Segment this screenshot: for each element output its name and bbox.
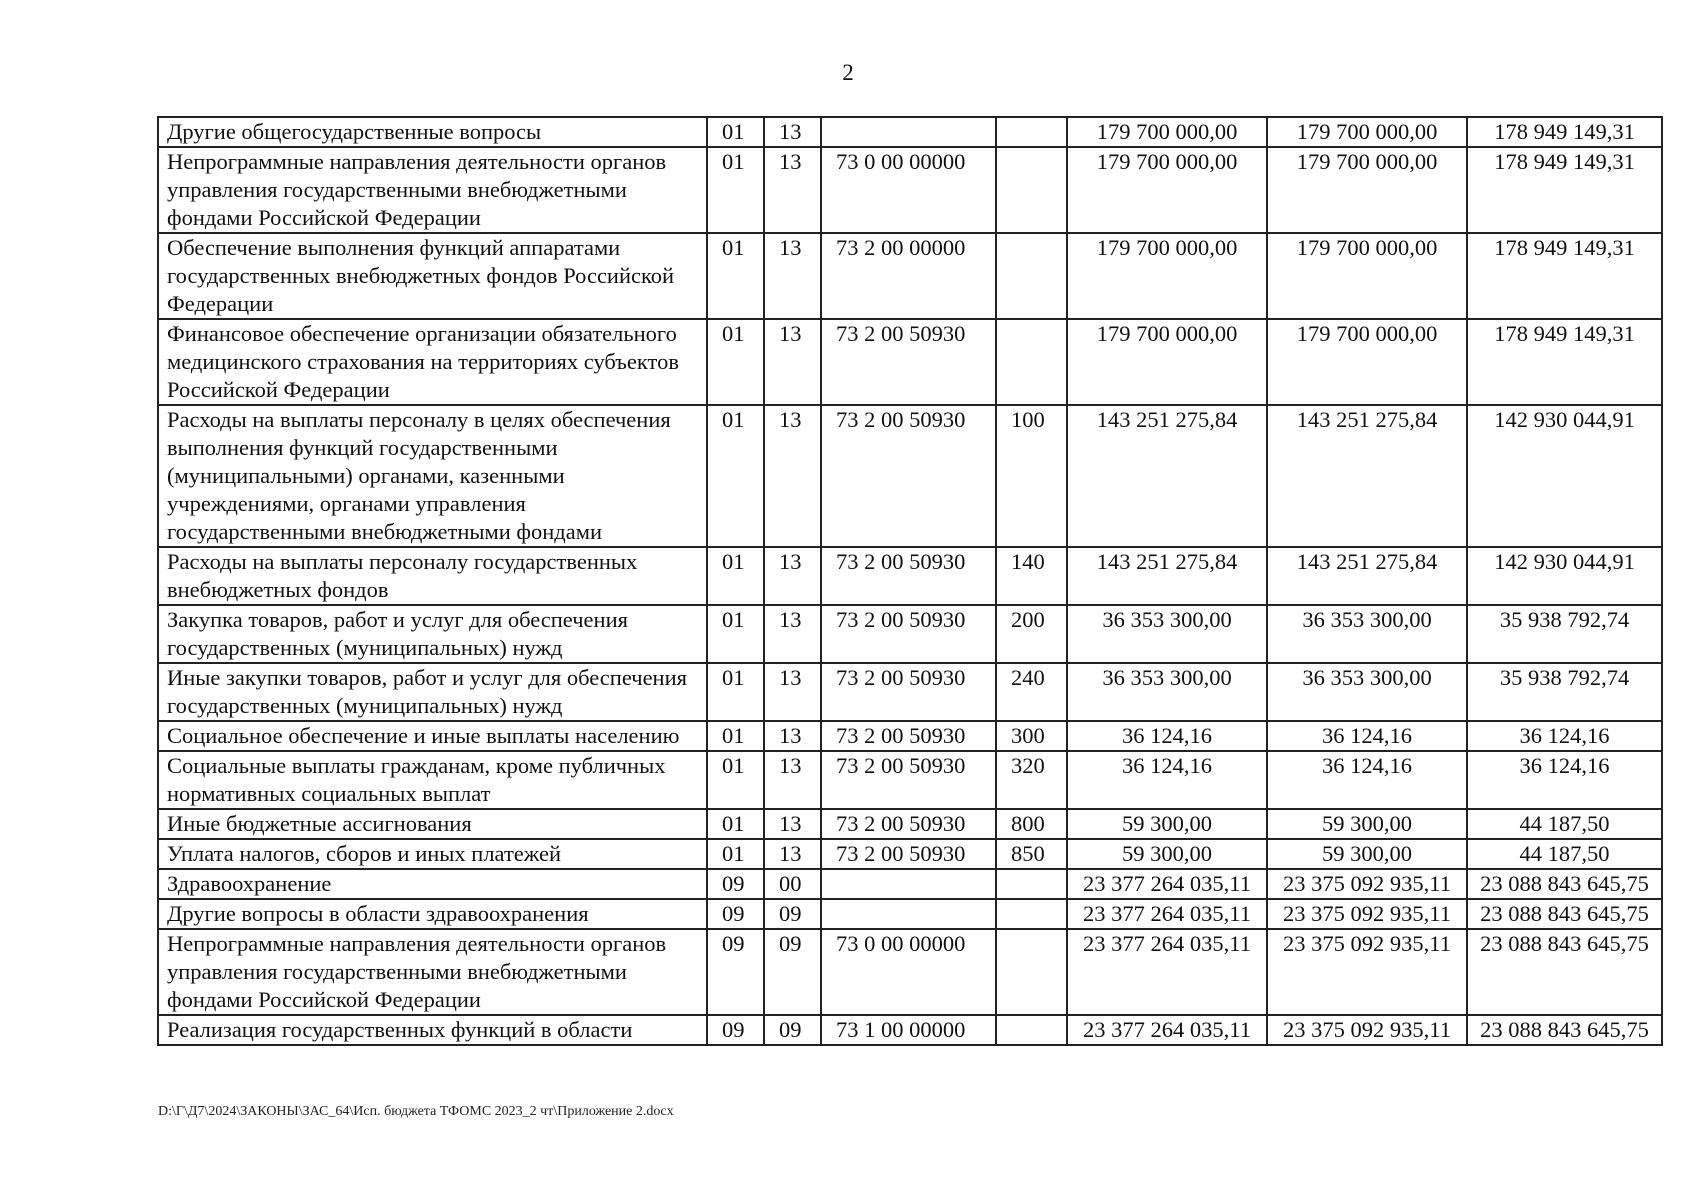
cell-section: 01 [707, 319, 764, 405]
cell-amount-executed: 178 949 149,31 [1467, 233, 1662, 319]
cell-target-item: 73 2 00 50930 [821, 751, 996, 809]
cell-amount-refined: 23 375 092 935,11 [1267, 869, 1467, 899]
cell-target-item: 73 2 00 50930 [821, 663, 996, 721]
page-number: 2 [842, 60, 854, 85]
cell-name: Расходы на выплаты персоналу государственных внебюджетных фондов [158, 547, 707, 605]
cell-amount-approved: 36 124,16 [1067, 721, 1267, 751]
cell-expense-type: 100 [996, 405, 1067, 547]
cell-amount-refined: 179 700 000,00 [1267, 117, 1467, 147]
cell-name: Другие вопросы в области здравоохранения [158, 899, 707, 929]
table-row [158, 869, 1662, 899]
cell-subsection: 13 [764, 751, 821, 809]
cell-target-item: 73 2 00 50930 [821, 721, 996, 751]
cell-section: 09 [707, 899, 764, 929]
cell-amount-approved: 36 353 300,00 [1067, 605, 1267, 663]
cell-section: 01 [707, 809, 764, 839]
cell-section: 01 [707, 721, 764, 751]
cell-amount-executed: 178 949 149,31 [1467, 147, 1662, 233]
cell-expense-type [996, 869, 1067, 899]
cell-expense-type [996, 117, 1067, 147]
cell-amount-approved: 179 700 000,00 [1067, 117, 1267, 147]
table-row [158, 605, 1662, 663]
cell-target-item [821, 869, 996, 899]
cell-subsection: 13 [764, 233, 821, 319]
budget-table [157, 116, 1663, 1046]
cell-name: Уплата налогов, сборов и иных платежей [158, 839, 707, 869]
cell-name: Социальные выплаты гражданам, кроме публичных нормативных социальных выплат [158, 751, 707, 809]
cell-target-item: 73 2 00 50930 [821, 319, 996, 405]
cell-target-item: 73 2 00 50930 [821, 809, 996, 839]
cell-section: 09 [707, 929, 764, 1015]
cell-section: 01 [707, 663, 764, 721]
cell-name: Непрограммные направления деятельности органов управления государственными внебюджетными фондами Российской Федерации [158, 929, 707, 1015]
cell-subsection: 09 [764, 1015, 821, 1045]
cell-amount-executed: 44 187,50 [1467, 839, 1662, 869]
cell-expense-type [996, 319, 1067, 405]
cell-amount-approved: 179 700 000,00 [1067, 319, 1267, 405]
cell-amount-executed: 23 088 843 645,75 [1467, 1015, 1662, 1045]
table-row [158, 809, 1662, 839]
table-row [158, 147, 1662, 233]
cell-expense-type: 140 [996, 547, 1067, 605]
cell-name: Здравоохранение [158, 869, 707, 899]
table-row [158, 751, 1662, 809]
cell-expense-type [996, 899, 1067, 929]
cell-amount-refined: 23 375 092 935,11 [1267, 1015, 1467, 1045]
cell-expense-type: 800 [996, 809, 1067, 839]
cell-amount-refined: 23 375 092 935,11 [1267, 899, 1467, 929]
table-row [158, 1015, 1662, 1045]
cell-expense-type [996, 233, 1067, 319]
cell-subsection: 09 [764, 929, 821, 1015]
cell-target-item: 73 1 00 00000 [821, 1015, 996, 1045]
cell-target-item [821, 117, 996, 147]
cell-amount-approved: 23 377 264 035,11 [1067, 1015, 1267, 1045]
cell-amount-approved: 59 300,00 [1067, 839, 1267, 869]
table-row [158, 899, 1662, 929]
cell-expense-type: 850 [996, 839, 1067, 869]
cell-section: 01 [707, 233, 764, 319]
cell-amount-approved: 36 353 300,00 [1067, 663, 1267, 721]
cell-section: 01 [707, 117, 764, 147]
cell-expense-type: 320 [996, 751, 1067, 809]
cell-amount-executed: 178 949 149,31 [1467, 117, 1662, 147]
cell-target-item: 73 2 00 50930 [821, 605, 996, 663]
table-row [158, 721, 1662, 751]
cell-target-item: 73 2 00 00000 [821, 233, 996, 319]
cell-subsection: 13 [764, 117, 821, 147]
cell-name: Иные бюджетные ассигнования [158, 809, 707, 839]
table-row [158, 663, 1662, 721]
cell-amount-refined: 36 124,16 [1267, 751, 1467, 809]
cell-amount-executed: 35 938 792,74 [1467, 605, 1662, 663]
cell-amount-executed: 23 088 843 645,75 [1467, 929, 1662, 1015]
cell-amount-executed: 178 949 149,31 [1467, 319, 1662, 405]
cell-amount-refined: 59 300,00 [1267, 839, 1467, 869]
table-row [158, 117, 1662, 147]
cell-amount-executed: 23 088 843 645,75 [1467, 899, 1662, 929]
table-row [158, 233, 1662, 319]
table-row [158, 405, 1662, 547]
cell-name: Иные закупки товаров, работ и услуг для обеспечения государственных (муниципальных) нужд [158, 663, 707, 721]
cell-amount-refined: 59 300,00 [1267, 809, 1467, 839]
cell-subsection: 13 [764, 721, 821, 751]
cell-name: Расходы на выплаты персоналу в целях обеспечения выполнения функций государственными (муниципальными) органами, казенными учреждениями, органами управления государственными внебюджетными фондами [158, 405, 707, 547]
cell-subsection: 13 [764, 809, 821, 839]
cell-amount-refined: 23 375 092 935,11 [1267, 929, 1467, 1015]
cell-subsection: 13 [764, 839, 821, 869]
cell-amount-refined: 179 700 000,00 [1267, 233, 1467, 319]
table-row [158, 929, 1662, 1015]
cell-amount-approved: 23 377 264 035,11 [1067, 929, 1267, 1015]
cell-expense-type [996, 147, 1067, 233]
cell-target-item: 73 0 00 00000 [821, 147, 996, 233]
cell-amount-executed: 23 088 843 645,75 [1467, 869, 1662, 899]
cell-target-item [821, 899, 996, 929]
cell-amount-executed: 35 938 792,74 [1467, 663, 1662, 721]
cell-amount-refined: 143 251 275,84 [1267, 547, 1467, 605]
table-row [158, 547, 1662, 605]
cell-section: 01 [707, 605, 764, 663]
cell-name: Финансовое обеспечение организации обязательного медицинского страхования на территориях субъектов Российской Федерации [158, 319, 707, 405]
cell-expense-type: 200 [996, 605, 1067, 663]
cell-amount-executed: 142 930 044,91 [1467, 547, 1662, 605]
cell-section: 01 [707, 547, 764, 605]
cell-subsection: 13 [764, 605, 821, 663]
cell-amount-approved: 179 700 000,00 [1067, 147, 1267, 233]
cell-amount-executed: 44 187,50 [1467, 809, 1662, 839]
cell-subsection: 13 [764, 547, 821, 605]
cell-section: 01 [707, 839, 764, 869]
cell-section: 01 [707, 147, 764, 233]
cell-section: 09 [707, 869, 764, 899]
cell-amount-approved: 36 124,16 [1067, 751, 1267, 809]
cell-expense-type [996, 929, 1067, 1015]
cell-amount-approved: 59 300,00 [1067, 809, 1267, 839]
cell-amount-refined: 179 700 000,00 [1267, 147, 1467, 233]
table-row [158, 839, 1662, 869]
cell-amount-approved: 143 251 275,84 [1067, 405, 1267, 547]
cell-subsection: 13 [764, 319, 821, 405]
cell-target-item: 73 2 00 50930 [821, 547, 996, 605]
cell-amount-approved: 23 377 264 035,11 [1067, 899, 1267, 929]
cell-amount-approved: 23 377 264 035,11 [1067, 869, 1267, 899]
cell-amount-refined: 36 124,16 [1267, 721, 1467, 751]
cell-subsection: 00 [764, 869, 821, 899]
cell-section: 01 [707, 405, 764, 547]
cell-name: Обеспечение выполнения функций аппаратами государственных внебюджетных фондов Российской Федерации [158, 233, 707, 319]
cell-name: Реализация государственных функций в области [158, 1015, 707, 1045]
cell-name: Непрограммные направления деятельности органов управления государственными внебюджетными фондами Российской Федерации [158, 147, 707, 233]
footer-file-path: D:\Г\Д7\2024\ЗАКОНЫ\ЗАС_64\Исп. бюджета ТФОМС 2023_2 чт\Приложение 2.docx [158, 1104, 674, 1119]
cell-amount-approved: 179 700 000,00 [1067, 233, 1267, 319]
cell-amount-refined: 36 353 300,00 [1267, 605, 1467, 663]
cell-name: Другие общегосударственные вопросы [158, 117, 707, 147]
cell-amount-approved: 143 251 275,84 [1067, 547, 1267, 605]
cell-subsection: 13 [764, 663, 821, 721]
cell-target-item: 73 2 00 50930 [821, 405, 996, 547]
cell-target-item: 73 0 00 00000 [821, 929, 996, 1015]
cell-amount-refined: 143 251 275,84 [1267, 405, 1467, 547]
cell-expense-type [996, 1015, 1067, 1045]
cell-name: Социальное обеспечение и иные выплаты населению [158, 721, 707, 751]
cell-expense-type: 240 [996, 663, 1067, 721]
cell-target-item: 73 2 00 50930 [821, 839, 996, 869]
cell-amount-refined: 179 700 000,00 [1267, 319, 1467, 405]
cell-amount-executed: 36 124,16 [1467, 751, 1662, 809]
cell-amount-executed: 142 930 044,91 [1467, 405, 1662, 547]
cell-section: 09 [707, 1015, 764, 1045]
cell-amount-refined: 36 353 300,00 [1267, 663, 1467, 721]
budget-table-body [158, 117, 1662, 1045]
cell-expense-type: 300 [996, 721, 1067, 751]
cell-amount-executed: 36 124,16 [1467, 721, 1662, 751]
cell-section: 01 [707, 751, 764, 809]
table-row [158, 319, 1662, 405]
cell-subsection: 13 [764, 147, 821, 233]
cell-subsection: 13 [764, 405, 821, 547]
cell-name: Закупка товаров, работ и услуг для обеспечения государственных (муниципальных) нужд [158, 605, 707, 663]
cell-subsection: 09 [764, 899, 821, 929]
